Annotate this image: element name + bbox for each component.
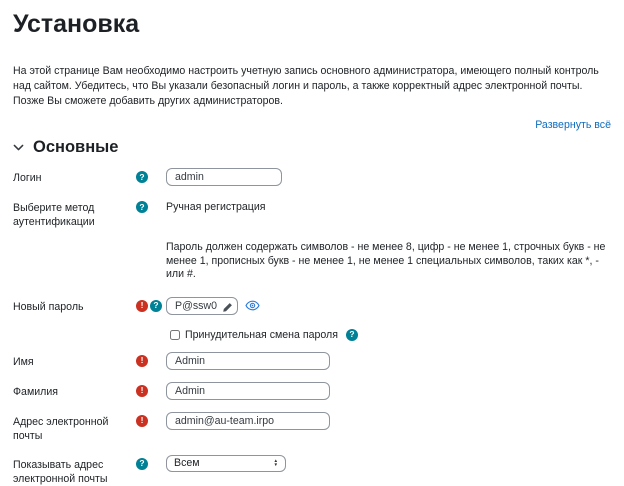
eye-icon[interactable]	[245, 298, 260, 313]
page-title: Установка	[13, 10, 140, 38]
auth-method-icons	[136, 198, 166, 213]
form-row-firstname	[13, 352, 611, 370]
new-password-input-wrap	[166, 297, 238, 315]
chevron-down-icon	[13, 142, 24, 153]
lastname-input[interactable]	[166, 382, 330, 400]
firstname-label: Имя	[13, 355, 34, 368]
login-icons	[136, 168, 166, 183]
email-visibility-label: Показывать адрес электронной почты	[13, 458, 108, 485]
new-password-icons	[136, 297, 166, 312]
lastname-icons	[136, 382, 166, 397]
force-password-change-checkbox[interactable]	[170, 330, 180, 340]
help-icon[interactable]: ?	[136, 458, 148, 470]
pencil-icon	[222, 300, 233, 311]
form-row-password-policy	[13, 241, 611, 282]
lastname-control	[166, 382, 611, 400]
lastname-label: Фамилия	[13, 385, 58, 398]
auth-method-value: Ручная регистрация	[166, 201, 266, 213]
firstname-control	[166, 352, 611, 370]
form-row-email	[13, 412, 611, 443]
email-visibility-selected-value: Всем	[174, 457, 200, 469]
email-visibility-control	[166, 455, 611, 472]
form-row-login	[13, 168, 611, 186]
force-password-change-option	[166, 327, 611, 341]
required-icon: !	[136, 300, 148, 312]
password-policy-text: Пароль должен содержать символов - не менее 8, цифр - не менее 1, строчных букв - не менее 1, прописных букв - не менее 1, не менее 1 специальных символов, таких как *, - или #.	[166, 241, 606, 280]
section-header-general[interactable]	[13, 138, 611, 157]
help-icon[interactable]: ?	[346, 329, 358, 341]
intro-text: На этой странице Вам необходимо настроить учетную запись основного администратора, имеющего полный контроль над сайтом. Убедитесь, что Вы указали безопасный логин и пароль, а также корректный адрес электронной почты. Позже Вы сможете добавить других администраторов.	[13, 65, 599, 107]
form-row-email-visibility	[13, 455, 611, 486]
help-icon[interactable]: ?	[150, 300, 162, 312]
password-policy-icons-spacer	[136, 241, 166, 244]
email-control	[166, 412, 611, 430]
password-policy-control	[166, 241, 611, 282]
login-label: Логин	[13, 172, 42, 184]
required-icon: !	[136, 355, 148, 367]
form-row-lastname	[13, 382, 611, 400]
form-row-new-password	[13, 297, 611, 315]
email-visibility-icons	[136, 455, 166, 470]
required-icon: !	[136, 415, 148, 427]
email-label: Адрес электронной почты	[13, 415, 109, 442]
new-password-control	[166, 297, 611, 315]
section-title: Основные	[33, 138, 119, 156]
form-row-force-password-change	[13, 327, 611, 341]
password-policy-label-spacer	[13, 241, 136, 244]
select-arrow-down: ▼	[273, 462, 278, 467]
required-icon: !	[136, 385, 148, 397]
firstname-input[interactable]	[166, 352, 330, 370]
login-control	[166, 168, 611, 186]
force-password-change-icons-spacer	[136, 327, 166, 330]
new-password-label: Новый пароль	[13, 300, 84, 313]
force-password-change-label-spacer	[13, 327, 136, 330]
auth-method-label: Выберите метод аутентификации	[13, 202, 95, 228]
help-icon[interactable]: ?	[136, 171, 148, 183]
form-row-auth-method	[13, 198, 611, 229]
select-arrow-up: ▲	[273, 458, 278, 464]
email-visibility-select[interactable]	[166, 455, 286, 472]
expand-all-row	[13, 119, 611, 131]
admin-account-form	[13, 168, 611, 486]
expand-all-link[interactable]: Развернуть всё	[535, 119, 611, 131]
login-input[interactable]	[166, 168, 282, 186]
help-icon[interactable]: ?	[136, 201, 148, 213]
select-arrows-icon	[273, 459, 278, 466]
auth-method-control	[166, 198, 611, 213]
force-password-change-label: Принудительная смена пароля	[185, 328, 338, 341]
firstname-icons	[136, 352, 166, 367]
force-password-change-control	[166, 327, 611, 341]
email-input[interactable]	[166, 412, 330, 430]
